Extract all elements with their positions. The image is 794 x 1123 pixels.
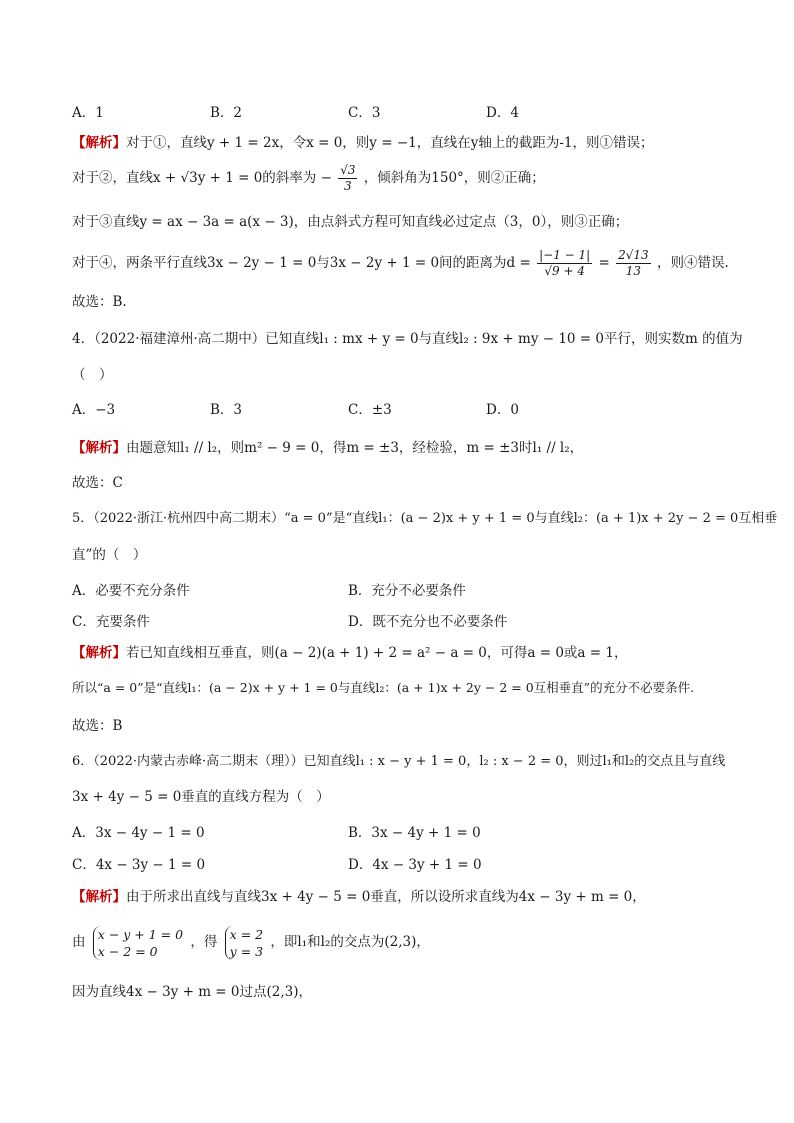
q5-answer: 故选：B: [72, 718, 123, 734]
q6-stem-line1: 6．（2022·内蒙古赤峰·高二期末（理））已知直线l₁ : x − y + 1 = 0，l₂ : x − 2 = 0，则过l₁和l₂的交点且与直线: [72, 754, 726, 769]
q5-option-d: D．既不充分也不必要条件: [348, 614, 508, 630]
q5-stem-line2: 直”的（ ）: [72, 547, 147, 563]
q3-solution-line3: 对于③直线y = ax − 3a = a(x − 3)，由点斜式方程可知直线必过定点（3，0），则③正确；: [72, 214, 629, 230]
q4-answer: 故选：C: [72, 475, 123, 491]
q6-option-b: B．3x − 4y + 1 = 0: [348, 825, 481, 841]
solution-label: 【解析】: [72, 440, 126, 456]
q6-solution-line3: 因为直线4x − 3y + m = 0过点(2,3)，: [72, 984, 312, 1000]
distance-result-fraction: $\frac{2√13}{13}$: [618, 248, 649, 278]
equation-system-2: x = 2 y = 3: [225, 926, 263, 960]
q4-option-c: C．±3: [348, 402, 392, 418]
slope-fraction: $\frac{√3}{3}$: [340, 163, 356, 193]
q6-solution-line1: 【解析】由于所求出直线与直线3x + 4y − 5 = 0垂直，所以设所求直线为4x − 3y + m = 0，: [72, 889, 646, 905]
q3-solution-line1: 【解析】对于①，直线y + 1 = 2x，令x = 0，则y = −1，直线在y轴上的截距为-1，则①错误；: [72, 135, 654, 151]
solution-label: 【解析】: [72, 889, 126, 905]
q4-solution: 【解析】由题意知l₁ // l₂，则m² − 9 = 0，得m = ±3，经检验，m = ±3时l₁ // l₂，: [72, 440, 584, 456]
solution-label: 【解析】: [72, 645, 126, 661]
q6-stem-line2: 3x + 4y − 5 = 0垂直的直线方程为（ ）: [72, 789, 330, 805]
q3-answer: 故选：B.: [72, 294, 127, 310]
q4-option-d: D．0: [486, 402, 519, 418]
q6-option-c: C．4x − 3y − 1 = 0: [72, 857, 206, 873]
q5-stem-line1: 5．（2022·浙江·杭州四中高二期末）“a = 0”是“直线l₁：(a − 2)x + y + 1 = 0与直线l₂：(a + 1)x + 2y − 2 = 0互相垂: [72, 511, 778, 526]
distance-fraction: $\frac{|-1 - 1|}{√9 + 4}$: [539, 248, 591, 278]
q3-option-a: A．1: [72, 105, 104, 121]
q3-option-d: D．4: [486, 105, 519, 121]
q5-solution-line2: 所以“a = 0”是“直线l₁：(a − 2)x + y + 1 = 0与直线l₂：(a + 1)x + 2y − 2 = 0互相垂直”的充分不必要条件.: [72, 680, 695, 695]
q5-option-c: C．充要条件: [72, 614, 150, 630]
q5-option-a: A．必要不充分条件: [72, 583, 190, 599]
q5-solution-line1: 【解析】若已知直线相互垂直，则(a − 2)(a + 1) + 2 = a² − a = 0，可得a = 0或a = 1，: [72, 645, 628, 661]
q6-option-a: A．3x − 4y − 1 = 0: [72, 825, 205, 841]
solution-label: 【解析】: [72, 135, 126, 151]
q3-solution-line4: 对于④，两条平行直线3x − 2y − 1 = 0与3x − 2y + 1 = 0间的距离为d = $\frac{|-1 - 1|}{√9 + 4}$ = $\frac{2√13}{13}$ ，则④错误.: [72, 248, 729, 278]
q6-option-d: D．4x − 3y + 1 = 0: [348, 857, 482, 873]
q3-solution-line2: 对于②，直线x + √3y + 1 = 0的斜率为 − $\frac{√3}{3}$ ，倾斜角为150°，则②正确；: [72, 163, 545, 193]
equation-system-1: x − y + 1 = 0 x − 2 = 0: [93, 926, 183, 960]
q4-stem: 4．（2022·福建漳州·高二期中）已知直线l₁ : mx + y = 0与直线l₂ : 9x + my − 10 = 0平行，则实数m 的值为: [72, 331, 743, 347]
q5-option-b: B．充分不必要条件: [348, 583, 466, 599]
q6-solution-line2: 由 x − y + 1 = 0 x − 2 = 0 ，得 x = 2 y = 3 ，即l₁和l₂的交点为(2,3)，: [72, 926, 430, 959]
q4-paren: （ ）: [72, 367, 113, 383]
q3-option-c: C．3: [348, 105, 381, 121]
q3-option-b: B．2: [210, 105, 243, 121]
q4-option-a: A．−3: [72, 402, 116, 418]
q4-option-b: B．3: [210, 402, 243, 418]
